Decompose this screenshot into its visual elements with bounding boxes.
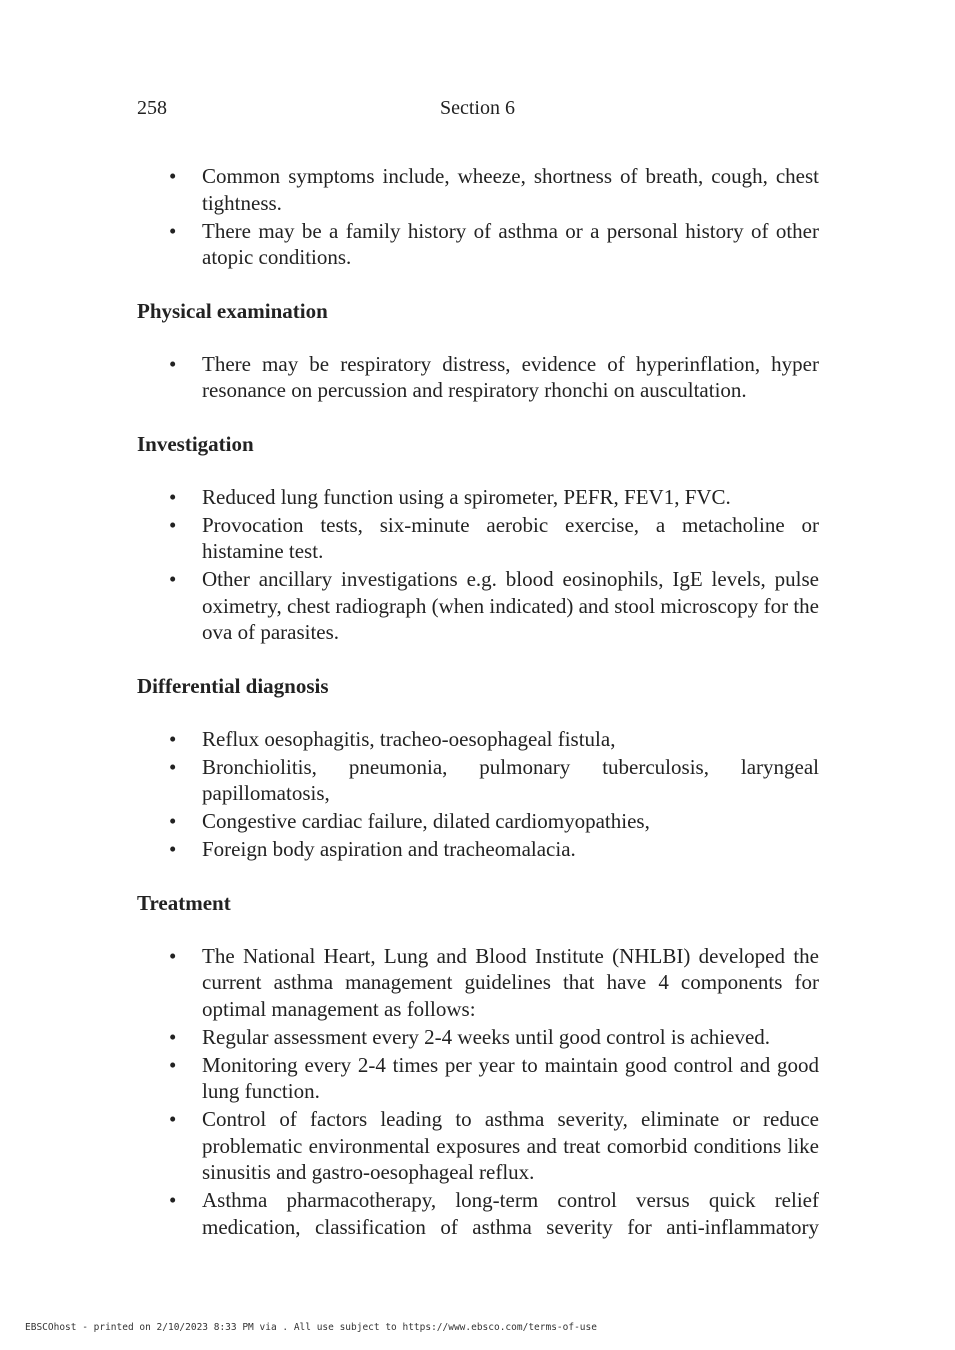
treatment-list xyxy=(137,943,819,1241)
list-item: • Regular assessment every 2-4 weeks until good control is achieved. xyxy=(137,1024,819,1051)
investigation-list xyxy=(137,484,819,646)
list-item: • There may be respiratory distress, evidence of hyperinflation, hyper resonance on percussion and respiratory rhonchi on auscultation. xyxy=(137,351,819,404)
page-body xyxy=(137,163,819,1242)
investigation-heading: Investigation xyxy=(137,432,254,456)
list-item: • Reduced lung function using a spirometer, PEFR, FEV1, FVC. xyxy=(137,484,819,511)
page-number: 258 xyxy=(137,97,167,119)
list-item: • The National Heart, Lung and Blood Institute (NHLBI) developed the current asthma management guidelines that have 4 components for optimal management as follows: xyxy=(137,943,819,1023)
list-item: • Congestive cardiac failure, dilated cardiomyopathies, xyxy=(137,808,819,835)
differential-diagnosis-list xyxy=(137,726,819,863)
list-item: • Monitoring every 2-4 times per year to maintain good control and good lung function. xyxy=(137,1052,819,1105)
list-item: • There may be a family history of asthma or a personal history of other atopic conditions. xyxy=(137,218,819,271)
differential-diagnosis-heading: Differential diagnosis xyxy=(137,674,329,698)
list-item: • Reflux oesophagitis, tracheo-oesophageal fistula, xyxy=(137,726,819,753)
list-item: • Asthma pharmacotherapy, long-term control versus quick relief medication, classification of asthma severity for anti-inflammatory xyxy=(137,1187,819,1240)
list-item: • Control of factors leading to asthma severity, eliminate or reduce problematic environmental exposures and treat comorbid conditions like sinusitis and gastro-oesophageal reflux. xyxy=(137,1106,819,1186)
treatment-heading: Treatment xyxy=(137,891,231,915)
running-head: Section 6 xyxy=(440,97,515,119)
list-item: • Common symptoms include, wheeze, shortness of breath, cough, chest tightness. xyxy=(137,163,819,216)
list-item: • Foreign body aspiration and tracheomalacia. xyxy=(137,836,819,863)
ebsco-footer: EBSCOhost - printed on 2/10/2023 8:33 PM via . All use subject to https://www.ebsco.com/terms-of-use xyxy=(25,1322,597,1333)
physical-examination-heading: Physical examination xyxy=(137,299,328,323)
physical-examination-list xyxy=(137,351,819,404)
list-item: • Provocation tests, six-minute aerobic exercise, a metacholine or histamine test. xyxy=(137,512,819,565)
list-item: • Bronchiolitis, pneumonia, pulmonary tuberculosis, laryngeal papillomatosis, xyxy=(137,754,819,807)
list-item: • Other ancillary investigations e.g. blood eosinophils, IgE levels, pulse oximetry, chest radiograph (when indicated) and stool microscopy for the ova of parasites. xyxy=(137,566,819,646)
intro-list xyxy=(137,163,819,271)
